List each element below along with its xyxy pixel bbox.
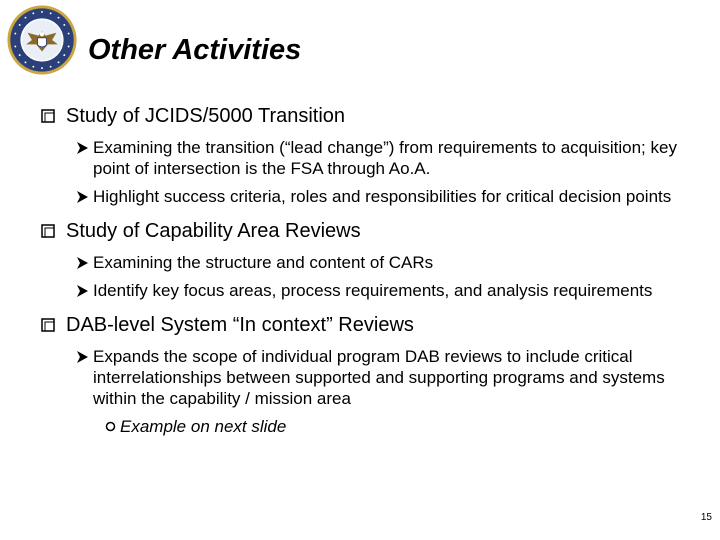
section-heading: DAB-level System “In context” Reviews: [40, 313, 700, 337]
hollow-square-bullet-icon: [41, 318, 55, 332]
circle-bullet-icon: [105, 421, 116, 432]
page-number: 15: [700, 512, 712, 523]
bullet-item: Highlight success criteria, roles and responsibilities for critical decision points: [40, 186, 700, 207]
section-capability-area-reviews: [40, 219, 700, 301]
bullet-item: Examining the transition (“lead change”) from requirements to acquisition; key point of intersection is the FSA through Ao.A.: [40, 137, 700, 179]
arrowhead-bullet-icon: [75, 141, 89, 155]
hollow-square-bullet-icon: [41, 224, 55, 238]
arrowhead-bullet-icon: [75, 350, 89, 364]
bullet-item: Examining the structure and content of CARs: [40, 252, 700, 273]
arrowhead-bullet-icon: [75, 256, 89, 270]
bullet-item: Expands the scope of individual program DAB reviews to include critical interrelationships between supported and supporting programs and systems within the capability / mission area: [40, 346, 700, 409]
hollow-square-bullet-icon: [41, 109, 55, 123]
section-heading: Study of Capability Area Reviews: [40, 219, 700, 243]
slide-content: [40, 104, 700, 449]
section-dab-level-reviews: [40, 313, 700, 437]
sub-bullet-item: Example on next slide: [40, 416, 700, 437]
section-heading: Study of JCIDS/5000 Transition: [40, 104, 700, 128]
dod-seal-logo: [6, 4, 78, 76]
bullet-item: Identify key focus areas, process requirements, and analysis requirements: [40, 280, 700, 301]
slide-title: Other Activities: [88, 34, 302, 66]
arrowhead-bullet-icon: [75, 284, 89, 298]
section-jcids-transition: [40, 104, 700, 207]
arrowhead-bullet-icon: [75, 190, 89, 204]
